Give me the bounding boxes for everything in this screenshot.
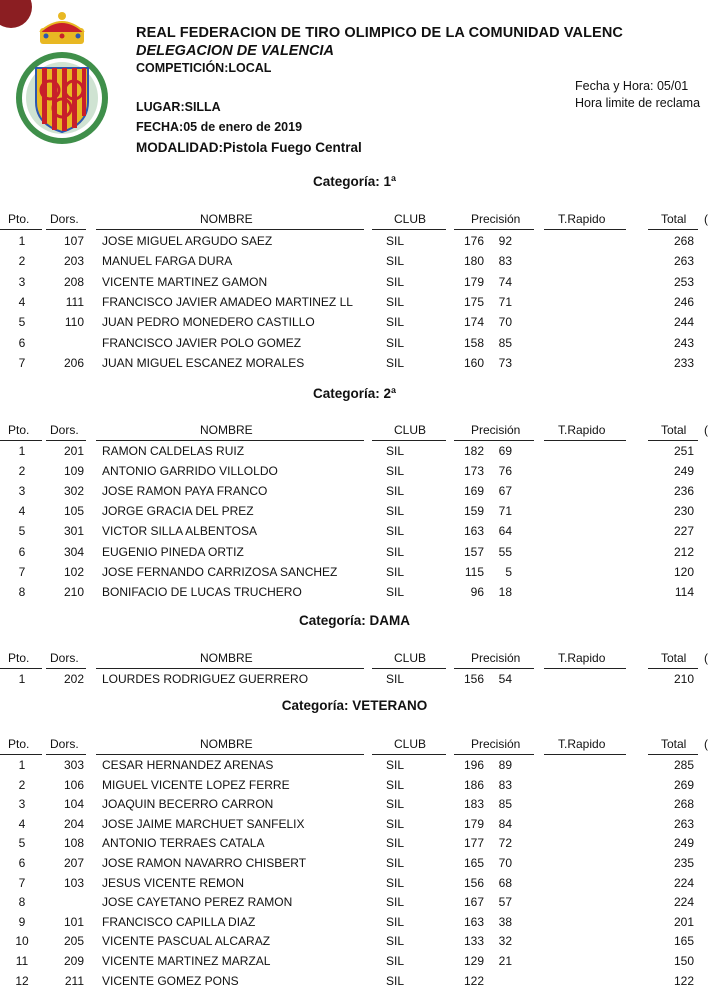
table-row	[0, 484, 709, 504]
cell-precision-1: 159	[463, 504, 484, 519]
cell-pto: 4	[18, 816, 26, 831]
cell-pto: 3	[18, 797, 26, 812]
header-precision: Precisión	[471, 651, 521, 665]
cell-dors: 107	[63, 234, 84, 248]
cell-dors: 202	[63, 672, 84, 686]
cell-club: SIL	[386, 584, 405, 599]
cell-club: SIL	[386, 934, 405, 949]
header-underline	[372, 754, 446, 755]
cell-precision-2: 83	[498, 254, 512, 269]
cell-dors: 205	[63, 934, 84, 949]
header-underline	[648, 754, 698, 755]
cell-nombre: LOURDES RODRIGUEZ GUERRERO	[102, 672, 309, 686]
table-row	[0, 545, 709, 565]
cell-club: SIL	[386, 758, 405, 772]
cell-pto: 4	[18, 294, 26, 309]
cell-pto: 6	[18, 335, 26, 350]
cell-precision-1: 158	[463, 335, 484, 350]
cell-precision-2: 74	[498, 274, 512, 289]
table-row	[0, 504, 709, 524]
cell-pto: 6	[18, 856, 26, 870]
header-underline	[454, 668, 534, 669]
cell-total: 263	[673, 254, 694, 269]
header-nombre: NOMBRE	[200, 737, 253, 751]
cell-precision-1: 165	[463, 856, 484, 870]
header-edge: (	[704, 423, 708, 437]
cell-dors: 301	[63, 524, 84, 539]
cell-dors: 211	[64, 973, 84, 988]
cell-precision-2: 85	[498, 797, 512, 812]
header-underline	[372, 229, 446, 230]
cell-nombre: VICENTE MARTINEZ MARZAL	[102, 954, 271, 968]
header-dors: Dors.	[50, 737, 79, 751]
header-precision: Precisión	[471, 737, 521, 751]
cell-total: 269	[673, 777, 694, 792]
cell-nombre: CESAR HERNANDEZ ARENAS	[102, 758, 274, 772]
competition-label: COMPETICIÓN:LOCAL	[136, 61, 272, 75]
cell-precision-1: 186	[463, 777, 484, 792]
cell-pto: 1	[18, 758, 26, 772]
cell-precision-1: 115	[464, 564, 484, 579]
cell-pto: 2	[18, 777, 26, 792]
cell-precision-2: 55	[498, 544, 512, 559]
cell-precision-1: 177	[463, 836, 484, 851]
header-nombre: NOMBRE	[200, 651, 253, 665]
cell-club: SIL	[386, 355, 405, 370]
cell-total: 251	[673, 444, 694, 458]
cell-total: 227	[673, 524, 694, 539]
federation-crest-logo	[10, 10, 114, 150]
cell-club: SIL	[386, 335, 405, 350]
cell-precision-2: 38	[498, 914, 512, 929]
cell-dors: 111	[65, 294, 84, 309]
cell-dors: 302	[63, 484, 84, 499]
cell-pto: 1	[18, 234, 26, 248]
cell-precision-2: 73	[498, 355, 512, 370]
cell-precision-2: 92	[498, 234, 512, 248]
claim-deadline-label: Hora limite de reclama	[575, 96, 701, 110]
category-title: Categoría: VETERANO	[281, 698, 428, 713]
cell-pto: 2	[18, 254, 26, 269]
cell-nombre: BONIFACIO DE LUCAS TRUCHERO	[102, 584, 302, 599]
header-pto: Pto.	[8, 423, 30, 437]
delegation-title: DELEGACION DE VALENCIA	[136, 43, 334, 59]
cell-precision-1: 173	[463, 464, 484, 479]
cell-club: SIL	[386, 672, 405, 686]
header-total: Total	[661, 737, 687, 751]
table-row	[0, 672, 709, 692]
header-underline	[372, 668, 446, 669]
cell-nombre: FRANCISCO JAVIER POLO GOMEZ	[102, 335, 302, 350]
cell-precision-2: 21	[498, 954, 512, 968]
header-t-rapido: T.Rapido	[558, 651, 606, 665]
cell-total: 253	[673, 274, 694, 289]
header-underline	[544, 668, 626, 669]
cell-dors: 210	[63, 584, 84, 599]
cell-nombre: ANTONIO GARRIDO VILLOLDO	[102, 464, 278, 479]
cell-dors: 104	[63, 797, 84, 812]
cell-club: SIL	[386, 234, 405, 248]
cell-total: 212	[673, 544, 694, 559]
header-club: CLUB	[394, 212, 427, 226]
cell-precision-1: 179	[463, 816, 484, 831]
cell-total: 246	[673, 294, 694, 309]
cell-pto: 7	[18, 355, 26, 370]
header-total: Total	[661, 423, 687, 437]
cell-precision-1: 156	[463, 672, 484, 686]
header-nombre: NOMBRE	[200, 212, 253, 226]
table-row	[0, 565, 709, 585]
header-underline	[96, 440, 364, 441]
cell-club: SIL	[386, 914, 405, 929]
cell-precision-2: 85	[498, 335, 512, 350]
table-row	[0, 356, 709, 376]
table-row	[0, 444, 709, 464]
table-row	[0, 315, 709, 335]
cell-nombre: JORGE GRACIA DEL PREZ	[102, 504, 254, 519]
header-total: Total	[661, 651, 687, 665]
cell-nombre: JOSE MIGUEL ARGUDO SAEZ	[102, 234, 273, 248]
header-underline	[96, 754, 364, 755]
cell-dors: 203	[63, 254, 84, 269]
cell-nombre: JOSE FERNANDO CARRIZOSA SANCHEZ	[102, 564, 338, 579]
header-dors: Dors.	[50, 212, 79, 226]
cell-precision-2: 64	[498, 524, 512, 539]
cell-club: SIL	[386, 564, 405, 579]
table-row	[0, 524, 709, 544]
cell-nombre: VICENTE PASCUAL ALCARAZ	[102, 934, 271, 949]
cell-nombre: JOSE RAMON NAVARRO CHISBERT	[102, 856, 307, 870]
cell-precision-1: 129	[463, 954, 484, 968]
cell-nombre: JOSE RAMON PAYA FRANCO	[102, 484, 268, 499]
cell-nombre: JUAN PEDRO MONEDERO CASTILLO	[102, 315, 315, 330]
table-row	[0, 876, 709, 896]
header-underline	[454, 754, 534, 755]
cell-club: SIL	[386, 973, 405, 988]
table-row	[0, 758, 709, 778]
cell-precision-1: 175	[463, 294, 484, 309]
cell-pto: 7	[18, 875, 26, 890]
cell-club: SIL	[386, 315, 405, 330]
cell-club: SIL	[386, 954, 405, 968]
cell-precision-2: 18	[498, 584, 512, 599]
table-row	[0, 295, 709, 315]
cell-nombre: FRANCISCO JAVIER AMADEO MARTINEZ LL	[102, 294, 353, 309]
cell-nombre: ANTONIO TERRAES CATALA	[102, 836, 265, 851]
cell-nombre: JOSE CAYETANO PEREZ RAMON	[102, 895, 293, 910]
cell-pto: 8	[18, 584, 26, 599]
cell-dors: 101	[63, 914, 84, 929]
table-row	[0, 954, 709, 974]
table-row	[0, 336, 709, 356]
cell-precision-2: 69	[498, 444, 512, 458]
cell-dors: 209	[63, 954, 84, 968]
header-precision: Precisión	[471, 423, 521, 437]
cell-dors: 108	[63, 836, 84, 851]
cell-pto: 2	[18, 464, 26, 479]
cell-nombre: JESUS VICENTE REMON	[102, 875, 245, 890]
cell-pto: 5	[18, 836, 26, 851]
cell-pto: 1	[18, 672, 26, 686]
table-row	[0, 974, 709, 992]
cell-club: SIL	[386, 294, 405, 309]
cell-precision-2: 76	[498, 464, 512, 479]
cell-total: 210	[673, 672, 694, 686]
cell-total: 249	[673, 836, 694, 851]
header-underline	[648, 668, 698, 669]
cell-total: 120	[673, 564, 694, 579]
header-underline	[372, 440, 446, 441]
header-underline	[0, 229, 42, 230]
cell-precision-2: 71	[498, 504, 512, 519]
date-label: FECHA:05 de enero de 2019	[136, 120, 303, 134]
cell-pto: 5	[18, 315, 26, 330]
cell-precision-1: 163	[463, 524, 484, 539]
cell-total: 122	[673, 973, 694, 988]
cell-precision-1: 176	[463, 234, 484, 248]
cell-nombre: FRANCISCO CAPILLA DIAZ	[102, 914, 256, 929]
header-underline	[46, 229, 86, 230]
crown-icon	[40, 12, 84, 44]
cell-dors: 103	[63, 875, 84, 890]
header-underline	[46, 440, 86, 441]
cell-club: SIL	[386, 464, 405, 479]
cell-dors: 206	[63, 355, 84, 370]
cell-total: 201	[673, 914, 694, 929]
cell-total: 285	[673, 758, 694, 772]
date-time-label: Fecha y Hora: 05/01	[575, 79, 689, 93]
cell-pto: 5	[18, 524, 26, 539]
cell-club: SIL	[386, 274, 405, 289]
table-row	[0, 585, 709, 605]
category-title: Categoría: 2ª	[312, 386, 397, 401]
table-row	[0, 797, 709, 817]
header-dors: Dors.	[50, 423, 79, 437]
place-label: LUGAR:SILLA	[136, 100, 221, 114]
table-row	[0, 464, 709, 484]
cell-total: 236	[673, 484, 694, 499]
cell-total: 224	[673, 895, 694, 910]
header-total: Total	[661, 212, 687, 226]
table-row	[0, 234, 709, 254]
cell-precision-2: 70	[498, 856, 512, 870]
cell-precision-1: 122	[463, 973, 484, 988]
cell-precision-2: 32	[498, 934, 512, 949]
cell-pto: 10	[15, 934, 29, 949]
cell-total: 249	[673, 464, 694, 479]
header-dors: Dors.	[50, 651, 79, 665]
header-club: CLUB	[394, 651, 427, 665]
header-underline	[648, 229, 698, 230]
cell-nombre: MIGUEL VICENTE LOPEZ FERRE	[102, 777, 290, 792]
cell-total: 114	[674, 584, 694, 599]
cell-pto: 4	[18, 504, 26, 519]
cell-precision-1: 174	[463, 315, 484, 330]
cell-dors: 201	[63, 444, 84, 458]
table-row	[0, 254, 709, 274]
cell-nombre: JOSE JAIME MARCHUET SANFELIX	[102, 816, 305, 831]
cell-dors: 304	[63, 544, 84, 559]
cell-pto: 3	[18, 484, 26, 499]
cell-club: SIL	[386, 484, 405, 499]
cell-precision-2: 68	[498, 875, 512, 890]
cell-precision-1: 96	[470, 584, 484, 599]
cell-nombre: VICENTE GOMEZ PONS	[102, 973, 239, 988]
cell-pto: 1	[18, 444, 26, 458]
cell-pto: 3	[18, 274, 26, 289]
cell-precision-1: 196	[463, 758, 484, 772]
cell-club: SIL	[386, 797, 405, 812]
cell-pto: 8	[18, 895, 26, 910]
header-underline	[544, 440, 626, 441]
header-underline	[544, 229, 626, 230]
cell-dors: 109	[63, 464, 84, 479]
table-row	[0, 856, 709, 876]
category-title: Categoría: DAMA	[298, 613, 410, 628]
category-title: Categoría: 1ª	[312, 174, 397, 189]
header-t-rapido: T.Rapido	[558, 737, 606, 751]
table-row	[0, 836, 709, 856]
cell-club: SIL	[386, 444, 405, 458]
federation-title: REAL FEDERACION DE TIRO OLIMPICO DE LA COMUNIDAD VALENC	[136, 25, 623, 41]
header-underline	[46, 668, 86, 669]
cell-pto: 12	[15, 973, 29, 988]
cell-precision-1: 157	[463, 544, 484, 559]
table-row	[0, 275, 709, 295]
cell-nombre: RAMON CALDELAS RUIZ	[102, 444, 245, 458]
cell-precision-2: 89	[498, 758, 512, 772]
cell-dors: 110	[64, 315, 84, 330]
table-row	[0, 817, 709, 837]
table-row	[0, 934, 709, 954]
cell-nombre: MANUEL FARGA DURA	[102, 254, 233, 269]
cell-club: SIL	[386, 856, 405, 870]
header-t-rapido: T.Rapido	[558, 423, 606, 437]
cell-precision-1: 182	[463, 444, 484, 458]
cell-precision-1: 179	[463, 274, 484, 289]
cell-precision-1: 180	[463, 254, 484, 269]
header-nombre: NOMBRE	[200, 423, 253, 437]
cell-precision-2: 84	[498, 816, 512, 831]
header-edge: (	[704, 651, 708, 665]
cell-precision-2: 70	[498, 315, 512, 330]
cell-club: SIL	[386, 816, 405, 831]
cell-total: 150	[673, 954, 694, 968]
cell-precision-1: 133	[463, 934, 484, 949]
cell-nombre: VICTOR SILLA ALBENTOSA	[102, 524, 257, 539]
header-club: CLUB	[394, 737, 427, 751]
cell-precision-2: 5	[505, 564, 512, 579]
table-row	[0, 895, 709, 915]
cell-precision-2: 72	[498, 836, 512, 851]
cell-dors: 207	[63, 856, 84, 870]
header-underline	[544, 754, 626, 755]
cell-total: 244	[673, 315, 694, 330]
cell-total: 268	[673, 234, 694, 248]
modality-label: MODALIDAD:Pistola Fuego Central	[136, 140, 362, 155]
table-row	[0, 915, 709, 935]
header-edge: (	[704, 737, 708, 751]
cell-precision-1: 156	[463, 875, 484, 890]
cell-club: SIL	[386, 836, 405, 851]
cell-pto: 11	[15, 954, 29, 968]
table-row	[0, 778, 709, 798]
cell-total: 224	[673, 875, 694, 890]
cell-total: 243	[673, 335, 694, 350]
cell-total: 230	[673, 504, 694, 519]
cell-nombre: EUGENIO PINEDA ORTIZ	[102, 544, 244, 559]
header-club: CLUB	[394, 423, 427, 437]
cell-pto: 6	[18, 544, 26, 559]
cell-precision-1: 169	[463, 484, 484, 499]
cell-precision-2: 57	[498, 895, 512, 910]
cell-precision-2: 83	[498, 777, 512, 792]
header-t-rapido: T.Rapido	[558, 212, 606, 226]
header-underline	[454, 440, 534, 441]
cell-precision-2: 54	[498, 672, 512, 686]
cell-pto: 9	[18, 914, 26, 929]
cell-total: 268	[673, 797, 694, 812]
cell-club: SIL	[386, 524, 405, 539]
cell-precision-1: 160	[463, 355, 484, 370]
cell-pto: 7	[18, 564, 26, 579]
cell-total: 235	[673, 856, 694, 870]
cell-dors: 208	[63, 274, 84, 289]
header-underline	[46, 754, 86, 755]
header-pto: Pto.	[8, 651, 30, 665]
cell-club: SIL	[386, 895, 405, 910]
cell-dors: 106	[63, 777, 84, 792]
cell-precision-1: 167	[463, 895, 484, 910]
cell-dors: 102	[63, 564, 84, 579]
header-precision: Precisión	[471, 212, 521, 226]
header-pto: Pto.	[8, 737, 30, 751]
header-underline	[648, 440, 698, 441]
cell-club: SIL	[386, 777, 405, 792]
cell-precision-2: 71	[498, 294, 512, 309]
header-underline	[0, 668, 42, 669]
cell-precision-1: 183	[463, 797, 484, 812]
header-underline	[0, 440, 42, 441]
cell-nombre: VICENTE MARTINEZ GAMON	[102, 274, 268, 289]
cell-dors: 105	[63, 504, 84, 519]
cell-club: SIL	[386, 544, 405, 559]
header-underline	[0, 754, 42, 755]
cell-nombre: JOAQUIN BECERRO CARRON	[102, 797, 274, 812]
cell-dors: 204	[63, 816, 84, 831]
header-edge: (	[704, 212, 708, 226]
cell-total: 165	[673, 934, 694, 949]
cell-club: SIL	[386, 504, 405, 519]
header-underline	[454, 229, 534, 230]
header-underline	[96, 668, 364, 669]
header-underline	[96, 229, 364, 230]
cell-club: SIL	[386, 875, 405, 890]
cell-dors: 303	[63, 758, 84, 772]
header-pto: Pto.	[8, 212, 30, 226]
cell-nombre: JUAN MIGUEL ESCANEZ MORALES	[102, 355, 305, 370]
cell-club: SIL	[386, 254, 405, 269]
cell-precision-2: 67	[498, 484, 512, 499]
cell-precision-1: 163	[463, 914, 484, 929]
cell-total: 263	[673, 816, 694, 831]
cell-total: 233	[673, 355, 694, 370]
